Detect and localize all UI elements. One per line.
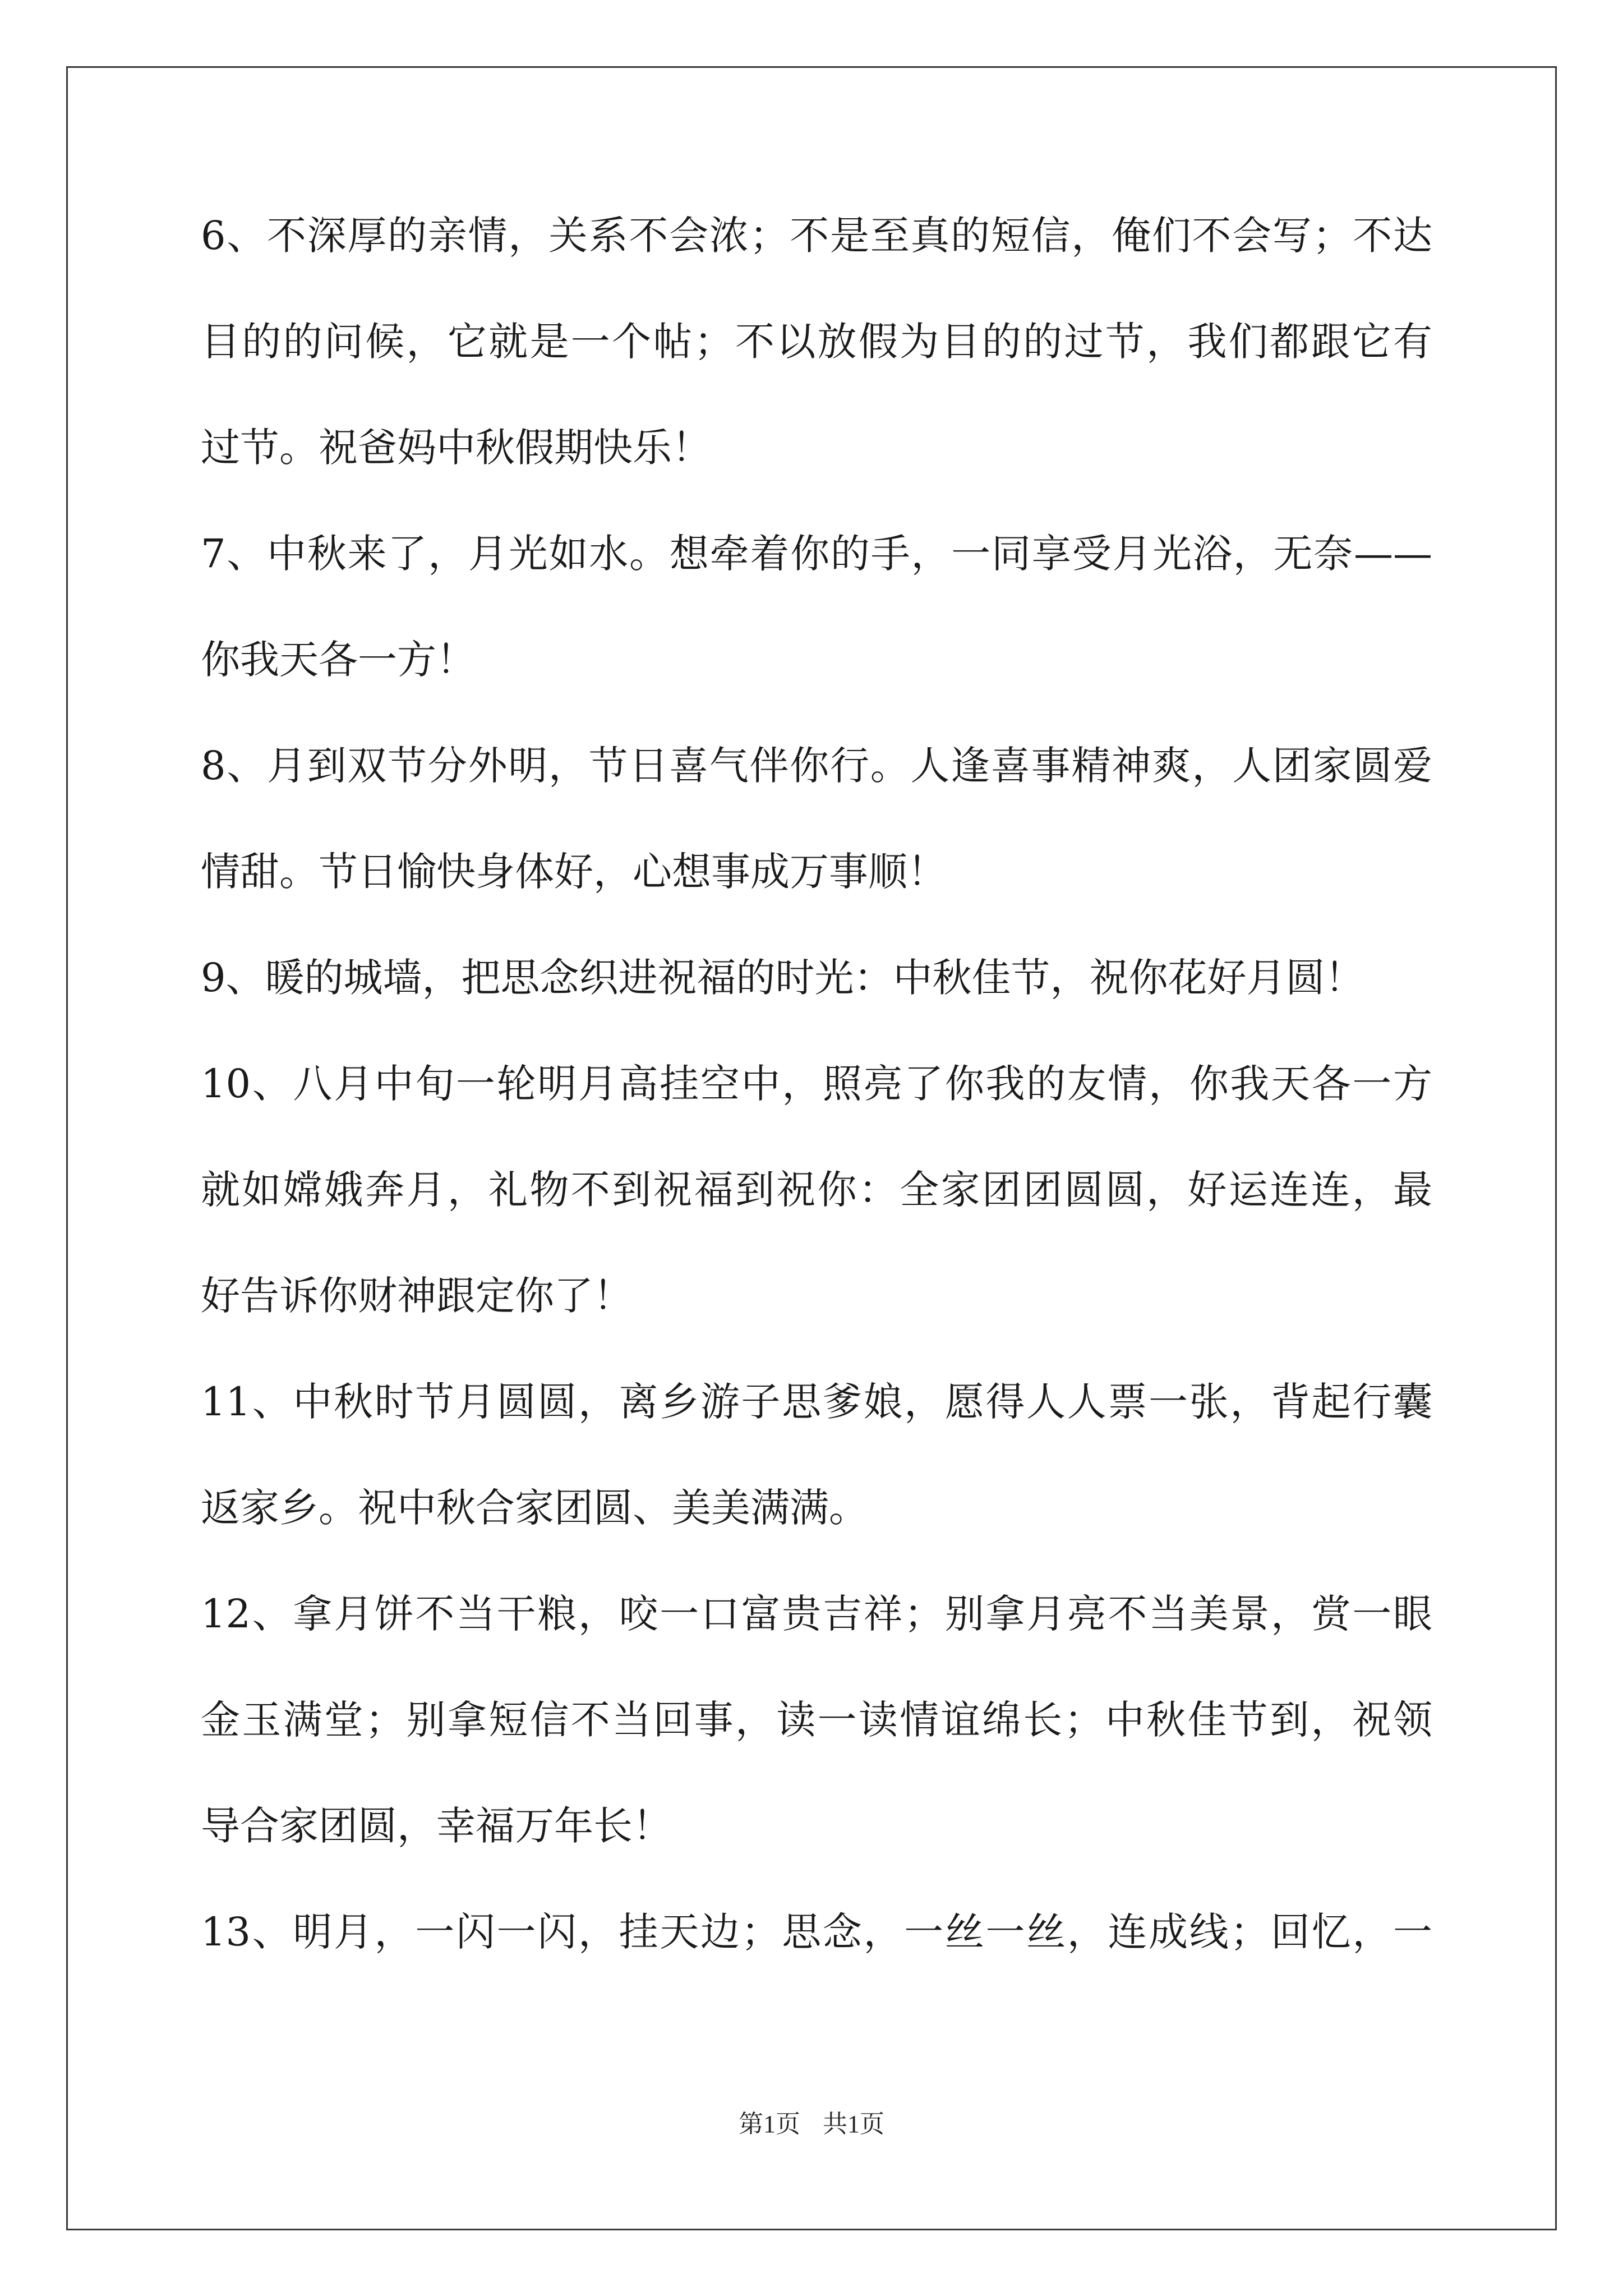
document-body <box>201 213 1432 2018</box>
text-line: 过节。祝爸妈中秋假期快乐！ <box>201 425 711 471</box>
text-line: 就如嫦娥奔月，礼物不到祝福到祝你：全家团团圆圆，好运连连，最 <box>201 1167 1432 1213</box>
text-line: 金玉满堂；别拿短信不当回事，读一读情谊绵长；中秋佳节到，祝领 <box>201 1697 1432 1743</box>
text-line: 情甜。节日愉快身体好，心想事成万事顺！ <box>201 849 947 895</box>
page-total: 共1页 <box>823 2110 884 2138</box>
page-footer <box>0 2104 1623 2139</box>
text-line: 返家乡。祝中秋合家团圆、美美满满。 <box>201 1485 868 1531</box>
text-line: 11、中秋时节月圆圆，离乡游子思爹娘，愿得人人票一张，背起行囊 <box>201 1379 1432 1425</box>
text-line: 导合家团圆，幸福万年长！ <box>201 1803 672 1849</box>
text-line: 12、拿月饼不当干粮，咬一口富贵吉祥；别拿月亮不当美景，赏一眼 <box>201 1591 1432 1637</box>
text-line: 6、不深厚的亲情，关系不会浓；不是至真的短信，俺们不会写；不达 <box>201 213 1432 259</box>
text-line: 13、明月，一闪一闪，挂天边；思念，一丝一丝，连成线；回忆，一 <box>201 1909 1432 1955</box>
text-line: 9、暖的城墙，把思念织进祝福的时光：中秋佳节，祝你花好月圆！ <box>201 955 1364 1001</box>
text-line: 你我天各一方！ <box>201 637 476 683</box>
text-line: 8、月到双节分外明，节日喜气伴你行。人逢喜事精神爽，人团家圆爱 <box>201 743 1432 789</box>
text-line: 10、八月中旬一轮明月高挂空中，照亮了你我的友情，你我天各一方 <box>201 1061 1432 1107</box>
page-number: 第1页 <box>739 2110 800 2138</box>
text-line: 目的的问候，它就是一个帖；不以放假为目的的过节，我们都跟它有 <box>201 319 1432 365</box>
text-line: 7、中秋来了，月光如水。想牵着你的手，一同享受月光浴，无奈—— <box>201 531 1432 577</box>
text-line: 好告诉你财神跟定你了！ <box>201 1273 633 1319</box>
